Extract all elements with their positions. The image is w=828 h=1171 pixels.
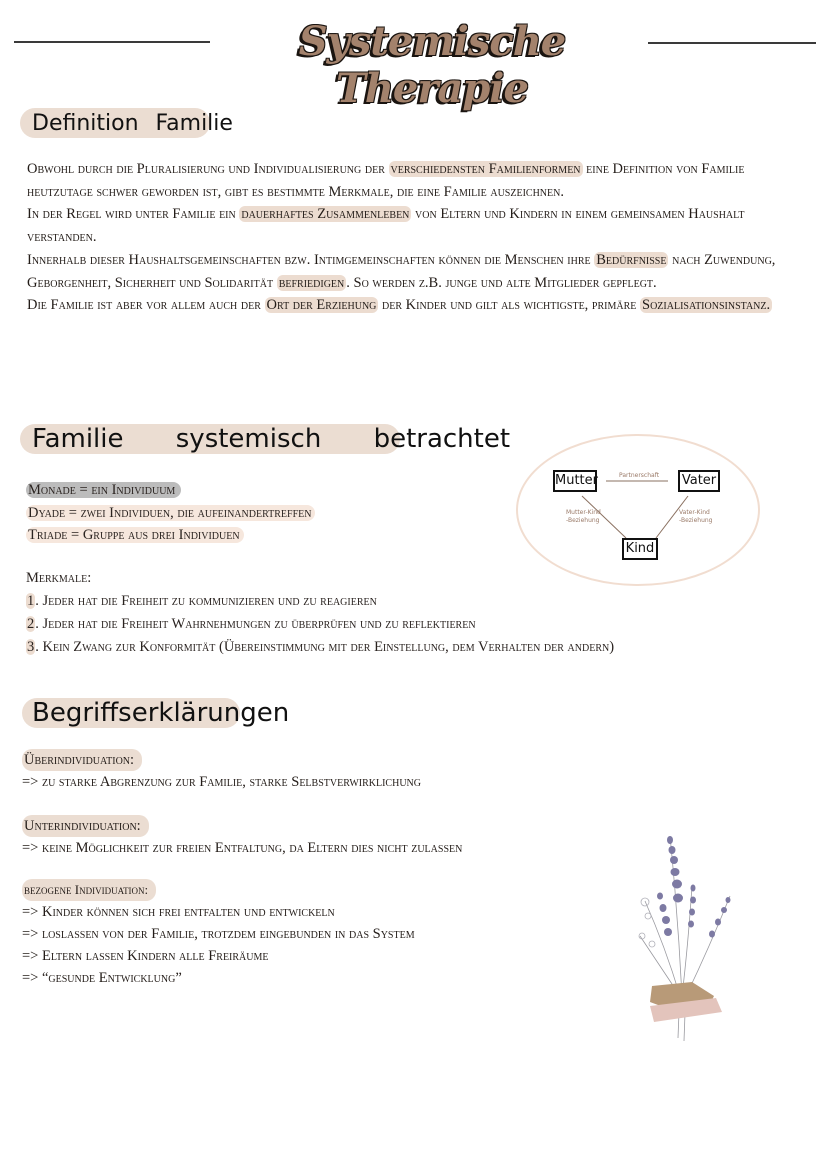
title-row	[0, 18, 828, 112]
merkmal-text: Jeder hat die Freiheit Wahrnehmungen zu überprüfen und zu reflektieren	[42, 616, 476, 632]
highlight: dauerhaftes Zusammenleben	[241, 206, 410, 223]
node-vater: Vater	[678, 470, 720, 492]
section-heading-definition: Definition Familie	[20, 108, 210, 138]
edge-label-line: -Beziehung	[566, 517, 600, 524]
text: Innerhalb dieser Haushaltsgemeinschaften bzw. Intimgemeinschaften können die Menschen ihre	[27, 251, 595, 268]
list-number: 3	[27, 639, 35, 655]
paragraph-4	[27, 294, 807, 317]
text: nach Zuwendung, Geborgenheit, Sicherheit und Solidarität	[27, 251, 776, 291]
definition-ueberindividuation	[22, 749, 421, 793]
text: von Eltern und Kindern in einem gemeinsamen Haushalt verstanden.	[27, 206, 745, 246]
term-explanation: => “gesunde Entwicklung”	[22, 970, 182, 986]
term-explanation: => keine Möglichkeit zur freien Entfaltung, da Eltern dies nicht zulassen	[22, 840, 463, 856]
section-heading-systemisch: Familie systemisch betrachtet	[20, 424, 400, 454]
merkmal-text: Jeder hat die Freiheit zu kommunizieren und zu reagieren	[42, 593, 377, 609]
highlight: befriedigen	[278, 274, 345, 291]
term-triade: Triade = Gruppe aus drei Individuen	[26, 527, 244, 543]
term-label: bezogene Individuation:	[22, 879, 156, 901]
title-divider-right	[648, 42, 816, 44]
edge-label-line: -Beziehung	[679, 517, 713, 524]
term-label: Unterindividuation:	[22, 815, 149, 837]
term-explanation: => loslassen von der Familie, trotzdem eingebunden in das System	[22, 926, 415, 942]
merkmal-item: 3. Kein Zwang zur Konformität (Übereinstimmung mit der Einstellung, dem Verhalten der andern)	[27, 639, 615, 655]
definition-unterindividuation	[22, 815, 462, 859]
highlight: Sozialisationsinstanz.	[642, 297, 771, 314]
text: eine Definition von Familie heutzutage schwer geworden ist, gibt es bestimmte Merkmale, die eine Familie auszeichnen.	[27, 161, 745, 200]
edge-label-vater-kind	[679, 509, 712, 525]
definition-paragraphs	[27, 158, 807, 317]
text: In der Regel wird unter Familie ein	[27, 206, 240, 223]
term-monade: Monade = ein Individuum	[26, 482, 181, 498]
term-explanation: => zu starke Abgrenzung zur Familie, starke Selbstverwirklichung	[22, 774, 421, 790]
merkmal-text: Kein Zwang zur Konformität (Übereinstimmung mit der Einstellung, dem Verhalten der andern)	[42, 639, 615, 655]
term-dyade: Dyade = zwei Individuen, die aufeinandertreffen	[26, 505, 315, 521]
family-triad-diagram	[516, 434, 760, 586]
lavender-bouquet-icon	[630, 826, 740, 1046]
definition-bezogene-individuation	[22, 879, 415, 989]
edge-label-partnerschaft: Partnerschaft	[619, 472, 660, 479]
text: . So werden z.B. junge und alte Mitglieder gepflegt.	[346, 274, 657, 291]
paragraph-3	[27, 249, 807, 294]
term-list	[26, 479, 315, 547]
highlight: Bedürfnisse	[596, 251, 667, 268]
term-explanation: => Eltern lassen Kindern alle Freiräume	[22, 948, 269, 964]
title-divider-left	[14, 41, 210, 43]
merkmale-list	[26, 567, 614, 659]
list-number: 2	[27, 616, 35, 632]
paragraph-1	[27, 158, 807, 203]
node-kind: Kind	[622, 538, 658, 560]
text: Die Familie ist aber vor allem auch der	[27, 297, 265, 314]
merkmal-item: 1. Jeder hat die Freiheit zu kommunizieren und zu reagieren	[27, 593, 377, 609]
edge-label-mutter-kind	[566, 509, 601, 525]
edge-label-line: Mutter-Kind	[566, 509, 601, 516]
edge-label-line: Vater-Kind	[679, 509, 710, 516]
paragraph-2	[27, 203, 807, 248]
highlight: verschiedensten Familienformen	[390, 161, 581, 177]
highlight: Ort der Erziehung	[266, 297, 377, 314]
node-mutter: Mutter	[553, 470, 597, 492]
page-title: Systemische Therapie	[298, 18, 566, 112]
term-label: Überindividuation:	[22, 749, 142, 771]
term-explanation: => Kinder können sich frei entfalten und entwickeln	[22, 904, 335, 920]
diagram-edges	[516, 434, 760, 586]
list-number: 1	[27, 593, 35, 609]
text: Obwohl durch die Pluralisierung und Individualisierung der	[27, 161, 389, 177]
merkmal-item: 2. Jeder hat die Freiheit Wahrnehmungen zu überprüfen und zu reflektieren	[27, 616, 476, 632]
section-heading-begriffe: Begriffserklärungen	[22, 698, 240, 728]
merkmale-label: Merkmale:	[26, 570, 92, 586]
text: der Kinder und gilt als wichtigste, primäre	[378, 297, 641, 314]
